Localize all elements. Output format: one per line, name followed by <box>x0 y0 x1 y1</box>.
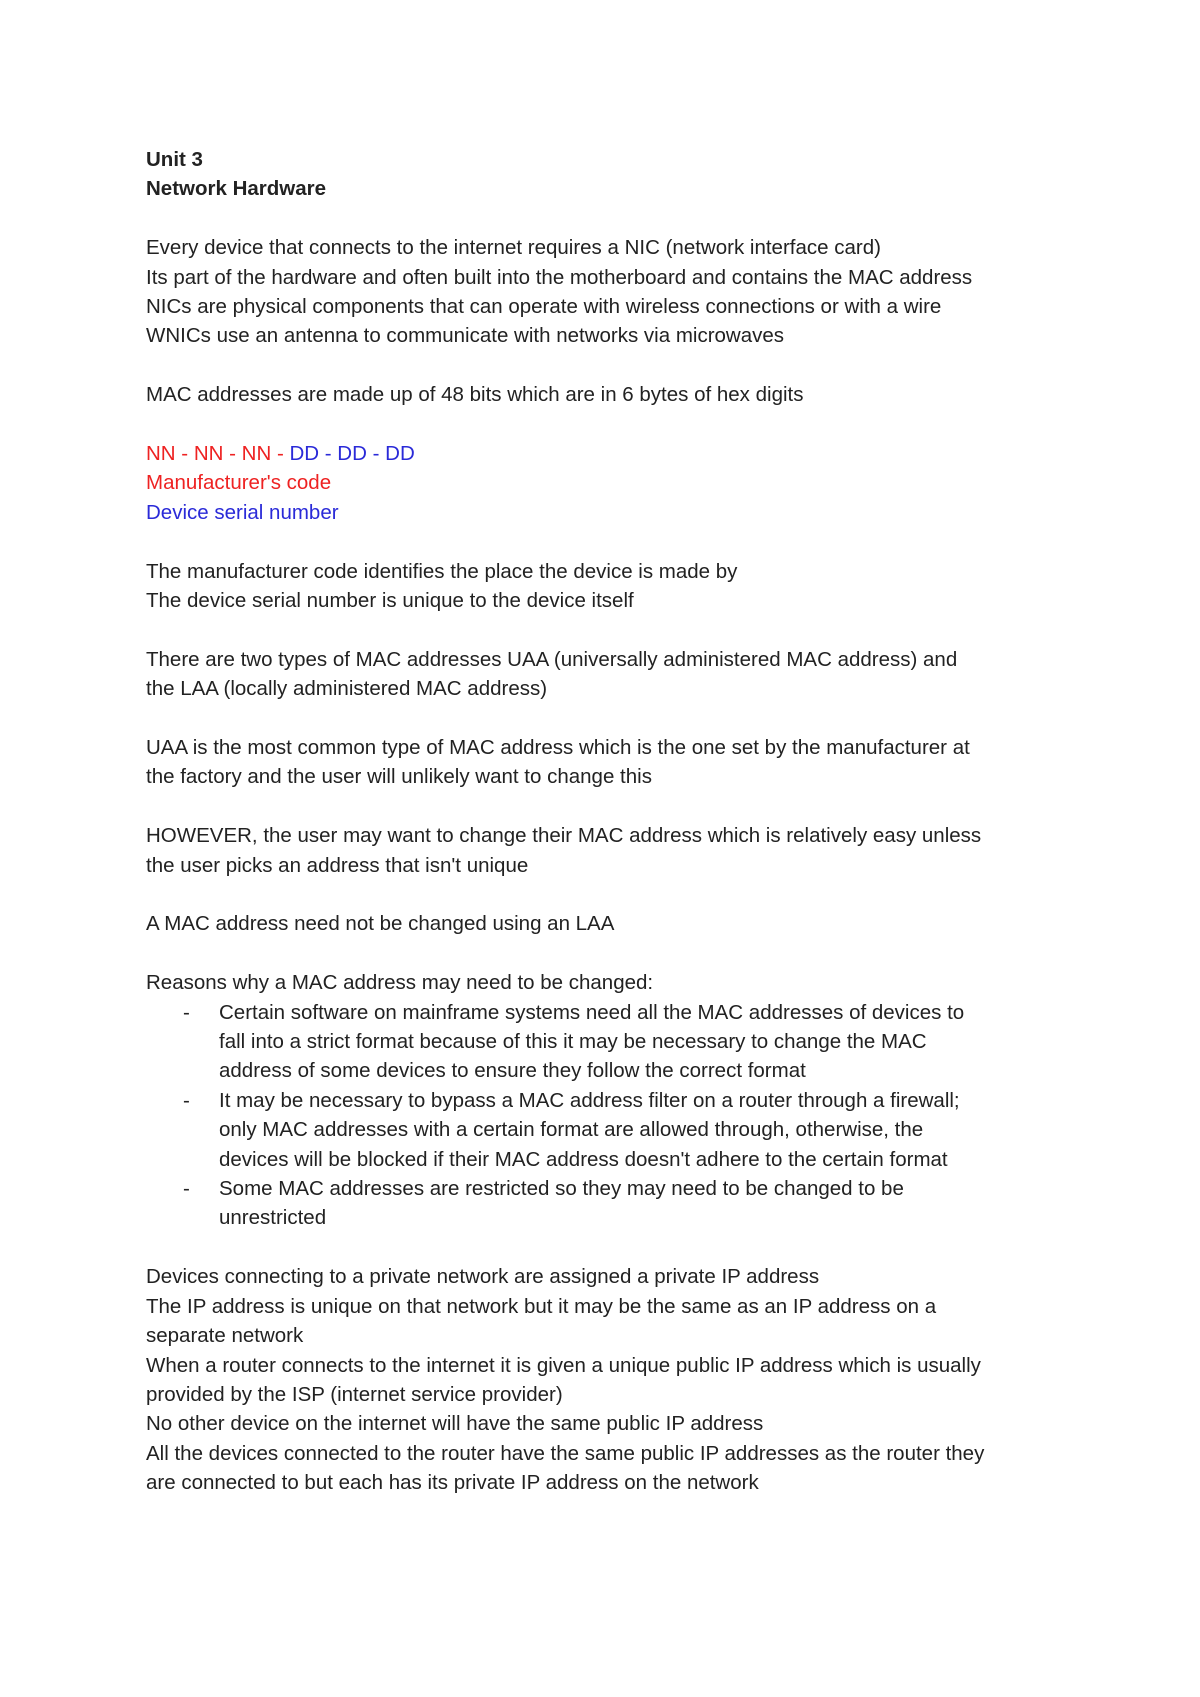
reasons-list <box>146 998 1086 1233</box>
section-title: Network Hardware <box>146 177 327 201</box>
mac-intro: MAC addresses are made up of 48 bits which are in 6 bytes of hex digits <box>146 383 804 407</box>
text-line: All the devices connected to the router have the same public IP addresses as the router they <box>146 1441 985 1465</box>
text-line: Some MAC addresses are restricted so they may need to be changed to be <box>219 1177 904 1201</box>
text-line: devices will be blocked if their MAC address doesn't adhere to the certain format <box>219 1147 948 1171</box>
text-line: are connected to but each has its private IP address on the network <box>146 1471 759 1495</box>
bullet-dash: - <box>183 1000 190 1024</box>
spacer <box>146 939 1086 968</box>
spacer <box>146 792 1086 821</box>
text-line: the user picks an address that isn't unique <box>146 853 529 877</box>
mac-types-paragraph <box>146 645 1086 704</box>
text-line: the factory and the user will unlikely want to change this <box>146 765 652 789</box>
text-line: Devices connecting to a private network are assigned a private IP address <box>146 1265 820 1289</box>
device-serial-pattern: DD - DD - DD <box>289 442 415 466</box>
bullet-dash: - <box>183 1177 190 1201</box>
spacer <box>146 204 1086 233</box>
text-line: the LAA (locally administered MAC address) <box>146 677 548 701</box>
spacer <box>146 351 1086 380</box>
list-item <box>146 998 1086 1086</box>
manufacturer-code-pattern: NN - NN - NN - <box>146 442 290 466</box>
list-item <box>146 1086 1086 1174</box>
text-line: WNICs use an antenna to communicate with networks via microwaves <box>146 324 785 348</box>
text-line: Its part of the hardware and often built into the motherboard and contains the MAC address <box>146 265 973 289</box>
spacer <box>146 704 1086 733</box>
bullet-dash: - <box>183 1088 190 1112</box>
text-line: unrestricted <box>219 1206 327 1230</box>
text-line: No other device on the internet will have the same public IP address <box>146 1412 764 1436</box>
text-line: NICs are physical components that can operate with wireless connections or with a wire <box>146 295 942 319</box>
unit-title: Unit 3 <box>146 148 203 171</box>
code-explanation-paragraph <box>146 557 1086 616</box>
nic-paragraph <box>146 233 1086 351</box>
reasons-heading: Reasons why a MAC address may need to be changed: <box>146 971 654 995</box>
text-line: The manufacturer code identifies the place the device is made by <box>146 559 738 583</box>
text-line: separate network <box>146 1324 304 1348</box>
text-line: only MAC addresses with a certain format are allowed through, otherwise, the <box>219 1118 924 1142</box>
text-line: Certain software on mainframe systems need all the MAC addresses of devices to <box>219 1000 965 1024</box>
spacer <box>146 410 1086 439</box>
uaa-paragraph <box>146 733 1086 792</box>
however-paragraph <box>146 821 1086 880</box>
text-line: Every device that connects to the internet requires a NIC (network interface card) <box>146 236 881 260</box>
text-line: UAA is the most common type of MAC address which is the one set by the manufacturer at <box>146 736 970 760</box>
text-line: When a router connects to the internet it is given a unique public IP address which is usually <box>146 1353 981 1377</box>
text-line: HOWEVER, the user may want to change their MAC address which is relatively easy unless <box>146 824 982 848</box>
text-line: address of some devices to ensure they follow the correct format <box>219 1059 806 1083</box>
text-line: There are two types of MAC addresses UAA (universally administered MAC address) and <box>146 647 958 671</box>
mac-format-pattern <box>146 439 1086 468</box>
laa-note: A MAC address need not be changed using an LAA <box>146 912 615 936</box>
ip-paragraph <box>146 1262 1086 1497</box>
spacer <box>146 880 1086 909</box>
document-page <box>146 145 1086 1498</box>
mac-format-block <box>146 439 1086 527</box>
text-line: It may be necessary to bypass a MAC address filter on a router through a firewall; <box>219 1088 960 1112</box>
device-serial-label: Device serial number <box>146 500 339 524</box>
spacer <box>146 1233 1086 1262</box>
list-item <box>146 1174 1086 1233</box>
text-line: The IP address is unique on that network but it may be the same as an IP address on a <box>146 1294 937 1318</box>
text-line: The device serial number is unique to the device itself <box>146 589 634 613</box>
spacer <box>146 615 1086 644</box>
text-line: fall into a strict format because of this it may be necessary to change the MAC <box>219 1030 927 1054</box>
spacer <box>146 527 1086 556</box>
text-line: provided by the ISP (internet service provider) <box>146 1382 563 1406</box>
manufacturer-code-label: Manufacturer's code <box>146 471 332 495</box>
